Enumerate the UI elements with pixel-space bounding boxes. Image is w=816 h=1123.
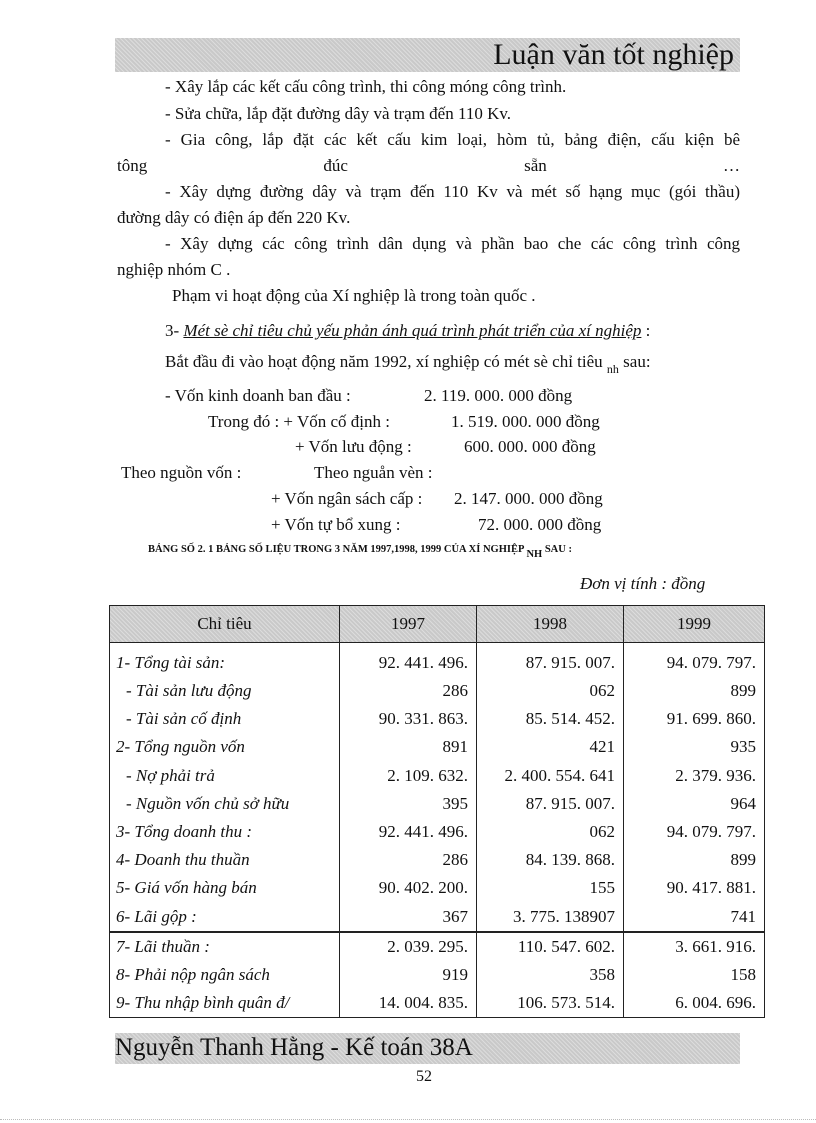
section-3-lead xyxy=(165,351,651,374)
row-value-1997: 92. 441. 496. xyxy=(340,818,477,846)
row-label: 7- Lãi thuần : xyxy=(110,932,340,961)
row-value-1997: 90. 402. 200. xyxy=(340,874,477,902)
row-value-1997: 919 xyxy=(340,961,477,989)
row-value-1998: 85. 514. 452. xyxy=(477,705,624,733)
row-value-1998: 062 xyxy=(477,818,624,846)
table-row xyxy=(110,677,765,705)
page-bottom-rule xyxy=(0,1119,816,1120)
row-value-1998: 3. 775. 138907 xyxy=(477,903,624,932)
row-value-1999: 6. 004. 696. xyxy=(624,989,765,1018)
lead-text: Bắt đầu đi vào hoạt động năm 1992, xí nghiệp có mét sè chỉ tiêu xyxy=(165,352,603,371)
column-header-1999: 1999 xyxy=(624,606,765,643)
table-row xyxy=(110,762,765,790)
section-3-colon: : xyxy=(645,321,651,340)
row-label: 5- Giá vốn hàng bán xyxy=(110,874,340,902)
row-label: 9- Thu nhập bình quân đ/ xyxy=(110,989,340,1018)
intro-line-2: - Sửa chữa, lắp đặt đường dây và trạm đến 110 Kv. xyxy=(165,104,512,123)
row-value-1997: 891 xyxy=(340,733,477,761)
footer-banner xyxy=(115,1033,740,1064)
table-body xyxy=(110,643,765,1018)
row-value-1997: 90. 331. 863. xyxy=(340,705,477,733)
row-value-1997: 286 xyxy=(340,846,477,874)
section-3-title: Mét sè chỉ tiêu chủ yếu phản ánh quá trình phát triển của xí nghiệp xyxy=(183,321,642,340)
intro-line-5: - Xây dựng các công trình dân dụng và phần bao che các công trình công xyxy=(165,234,740,253)
scope-paragraph: Phạm vi hoạt động của Xí nghiệp là trong toàn quốc . xyxy=(172,286,536,305)
table-row xyxy=(110,790,765,818)
row-value-1998: 062 xyxy=(477,677,624,705)
row-label: - Nguồn vốn chủ sở hữu xyxy=(110,790,340,818)
fixed-capital-label: Trong đó : + Vốn cố định : xyxy=(208,412,390,431)
section-3-heading xyxy=(165,320,650,342)
row-value-1999: 158 xyxy=(624,961,765,989)
footer-author: Nguyễn Thanh Hằng - Kế toán 38A xyxy=(115,1034,473,1061)
row-label: 4- Doanh thu thuần xyxy=(110,846,340,874)
section-3-number: 3- xyxy=(165,321,180,340)
lead-end: sau: xyxy=(623,352,651,371)
row-value-1999: 91. 699. 860. xyxy=(624,705,765,733)
row-value-1998: 87. 915. 007. xyxy=(477,643,624,678)
row-value-1998: 155 xyxy=(477,874,624,902)
row-value-1999: 2. 379. 936. xyxy=(624,762,765,790)
row-label: 2- Tổng nguồn vốn xyxy=(110,733,340,761)
table-row xyxy=(110,705,765,733)
row-value-1998: 87. 915. 007. xyxy=(477,790,624,818)
intro-line-4: - Xây dựng đường dây và trạm đến 110 Kv và mét số hạng mục (gói thầu) xyxy=(165,182,740,201)
row-label: 8- Phải nộp ngân sách xyxy=(110,961,340,989)
fixed-capital-value: 1. 519. 000. 000 đồng xyxy=(451,412,600,431)
lead-subscript: nh xyxy=(606,362,619,376)
row-label: 6- Lãi gộp : xyxy=(110,903,340,932)
table-row xyxy=(110,846,765,874)
row-label: 3- Tổng doanh thu : xyxy=(110,818,340,846)
table-row xyxy=(110,932,765,961)
row-value-1998: 358 xyxy=(477,961,624,989)
row-value-1999: 94. 079. 797. xyxy=(624,643,765,678)
self-capital-label: + Vốn tự bổ xung : xyxy=(271,515,401,534)
table-header-row xyxy=(110,606,765,643)
working-capital-label: + Vốn lưu động : xyxy=(295,437,412,456)
intro-line-3-cont: tông đúc sẵn … xyxy=(117,156,740,175)
column-header-indicator: Chỉ tiêu xyxy=(110,606,340,643)
unit-label: Đơn vị tính : đồng xyxy=(580,574,706,593)
row-value-1999: 935 xyxy=(624,733,765,761)
table-row xyxy=(110,874,765,902)
intro-line-1: - Xây lắp các kết cấu công trình, thi công móng công trình. xyxy=(165,77,567,96)
intro-line-4-cont: đường dây có điện áp đến 220 Kv. xyxy=(117,208,351,227)
header-banner xyxy=(115,38,740,72)
row-value-1998: 421 xyxy=(477,733,624,761)
column-header-1998: 1998 xyxy=(477,606,624,643)
self-capital-value: 72. 000. 000 đồng xyxy=(478,515,602,534)
row-label: 1- Tổng tài sản: xyxy=(110,643,340,678)
working-capital-value: 600. 000. 000 đồng xyxy=(464,437,596,456)
row-value-1999: 964 xyxy=(624,790,765,818)
by-source-label: Theo nguồn vốn : xyxy=(121,463,242,482)
header-title: Luận văn tốt nghiệp xyxy=(493,38,734,71)
row-value-1997: 367 xyxy=(340,903,477,932)
table-row xyxy=(110,989,765,1018)
row-value-1999: 899 xyxy=(624,846,765,874)
row-value-1999: 899 xyxy=(624,677,765,705)
row-value-1998: 110. 547. 602. xyxy=(477,932,624,961)
row-value-1997: 286 xyxy=(340,677,477,705)
row-value-1997: 2. 039. 295. xyxy=(340,932,477,961)
intro-line-5-cont: nghiệp nhóm C . xyxy=(117,260,231,279)
row-value-1999: 3. 661. 916. xyxy=(624,932,765,961)
table-row xyxy=(110,818,765,846)
table-row xyxy=(110,903,765,932)
row-value-1999: 741 xyxy=(624,903,765,932)
budget-capital-label: + Vốn ngân sách cấp : xyxy=(271,489,423,508)
row-value-1998: 106. 573. 514. xyxy=(477,989,624,1018)
data-table xyxy=(109,605,765,1018)
row-value-1997: 14. 004. 835. xyxy=(340,989,477,1018)
row-value-1997: 2. 109. 632. xyxy=(340,762,477,790)
by-source-alt-label: Theo nguån vèn : xyxy=(314,463,433,482)
table-row xyxy=(110,961,765,989)
row-value-1999: 94. 079. 797. xyxy=(624,818,765,846)
row-value-1997: 92. 441. 496. xyxy=(340,643,477,678)
row-label: - Nợ phải trả xyxy=(110,762,340,790)
row-label: - Tài sản cố định xyxy=(110,705,340,733)
column-header-1997: 1997 xyxy=(340,606,477,643)
table-row xyxy=(110,643,765,678)
table-title: BẢNG SỐ 2. 1 BẢNG SỐ LIỆU TRONG 3 NĂM 1997,1998, 1999 CỦA XÍ NGHIỆP NH SAU : xyxy=(148,544,572,560)
row-label: - Tài sản lưu động xyxy=(110,677,340,705)
row-value-1998: 2. 400. 554. 641 xyxy=(477,762,624,790)
intro-line-3: - Gia công, lắp đặt các kết cấu kim loại, hòm tủ, bảng điện, cấu kiện bê xyxy=(165,130,740,149)
row-value-1998: 84. 139. 868. xyxy=(477,846,624,874)
row-value-1997: 395 xyxy=(340,790,477,818)
row-value-1999: 90. 417. 881. xyxy=(624,874,765,902)
page-number: 52 xyxy=(416,1068,432,1085)
table-row xyxy=(110,733,765,761)
initial-capital-label: - Vốn kinh doanh ban đầu : xyxy=(165,386,351,405)
budget-capital-value: 2. 147. 000. 000 đồng xyxy=(454,489,603,508)
initial-capital-value: 2. 119. 000. 000 đồng xyxy=(424,386,573,405)
